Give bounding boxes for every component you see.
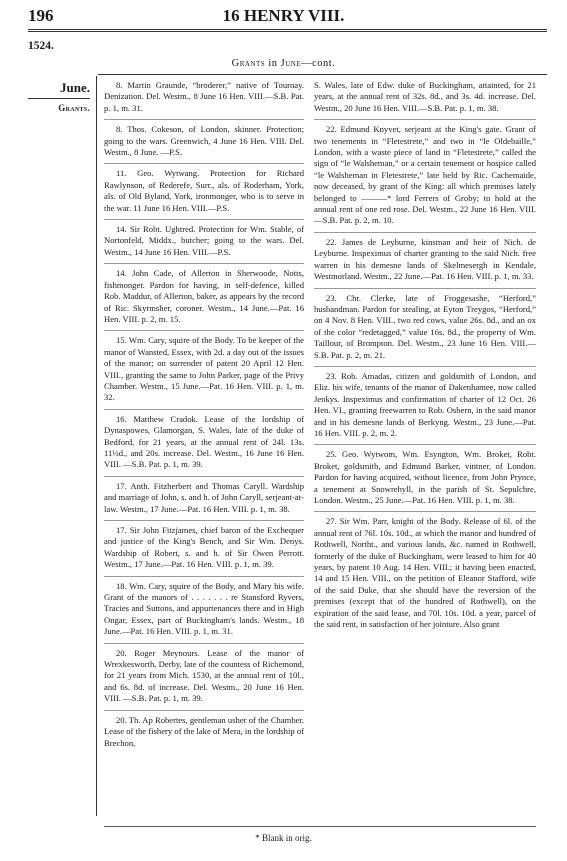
entry: 23. Chr. Clerke, late of Froggesashe, “Herford,” husbandman. Pardon for stealing, at Eyton Treygos, “Herford,” on 4 Nov. 8 Hen. VIII., two red cows, value 26s. 8d., and an ox of the color “redetagged,” value 16s. 8d., the property of Wm. Taillour, of Brompton. Del. Westm., 23 June 16 Hen. VIII.—S.B. Pat. p. 2, m. 21. bbox=[314, 288, 536, 361]
entry: 20. Th. Ap Robertes, gentleman usher of the Chamber. Lease of the fishery of the lake of Mera, in the lordship of Brechon, bbox=[104, 710, 304, 749]
entry: 16. Matthew Cradok. Lease of the lordship of Dynaspowes, Glamorgan, S. Wales, late of the duke of Bedford, for 21 years, at the annual rent of 24l. 13s. 11½d., and 20s. increase. Del. Westm., 16 June 16 Hen. VIII. —S.B. Pat. p. 1, m. 39. bbox=[104, 409, 304, 471]
year-label: 1524. bbox=[28, 40, 54, 52]
entry: 8. Thos. Cokeson, of London, skinner. Protection; going to the wars. Greenwich, 4 June 16 Hen. VIII. Del. Westm., 8 June. —P.S. bbox=[104, 119, 304, 158]
entry: 18. Wm. Cary, squire of the Body, and Mary his wife. Grant of the manors of . . . . . . . re Stansford Ryvers, Tracies and Suttons, and appurtenances there and in High Ongar, Essex, part of Buckingham's lands. Westm., 18 June.—Pat. 16 Hen. VIII. p. 1, m. 31. bbox=[104, 576, 304, 638]
entry: 27. Sir Wm. Parr, knight of the Body. Release of 6l. of the annual rent of 76l. 10s. 10d., at which the manor and hundred of Rothwell, Northt., and various lands, &c. named in Rothwell, formerly of the duke of Buckingham, were leased to him for 40 years, by patent 10 Aug. 14 Hen. VIII.; it having been enacted, 14 and 15 Hen. VIII., on the petition of Eleanor Stafford, wife of the said Duke, that she should have the reversion of the premises (except that of the hundred of Rothwell), on the expiration of the said lease, and 70l. 10s. 10d. a year, parcel of the said rent, in satisfaction of her jointure. Also grant bbox=[314, 511, 536, 630]
margin-divider bbox=[96, 76, 97, 816]
entry: 22. James de Leyburne, kinsman and heir of Nich. de Leyburne. Inspeximus of charter granting to the said Nich. free warren in his demesne lands of Skelmesergh in Kendale, Westmorland. Westm., 22 June.—Pat. 16 Hen. VIII. p. 1, m. 33. bbox=[314, 232, 536, 283]
entry: 23. Rob. Amadas, citizen and goldsmith of London, and Eliz. his wife, tenants of the manor of Dakenhamee, now called Jenkys. Inspeximus and confirmation of charter of 12 Oct. 26 Hen. VI., granting freewarren to Rob. Osbern, in the said manor and in his demesne lands of Berkyng. Westm., 23 June.—Pat. 16 Hen. VIII. p. 2, m. 2. bbox=[314, 366, 536, 439]
entry: 14. Sir Robt. Ughtred. Protection for Wm. Stable, of Nortonfeld, Middx., butcher; going to the wars. Del. Westm., 14 June 16 Hen. VIII.—P.S. bbox=[104, 219, 304, 258]
sidebar-month: June. bbox=[28, 80, 90, 99]
section-title bbox=[0, 58, 567, 69]
left-column bbox=[104, 80, 304, 754]
right-column bbox=[314, 80, 536, 635]
running-title: 16 HENRY VIII. bbox=[222, 6, 345, 25]
section-title-lead: Grants bbox=[231, 58, 266, 69]
section-rule bbox=[98, 74, 547, 75]
section-title-month: June bbox=[280, 58, 302, 69]
entry: 14. John Cade, of Allerton in Sherwoode, Notts, fishmonger. Pardon for having, in self-defence, killed Rob. Maddur, of Allerton, baker, as appears by the record of Ric. Skyrmsher, coroner. Westm., 14 June.—Pat. 16 Hen. VIII. p. 2, m. 15. bbox=[104, 263, 304, 325]
entry: 17. Anth. Fitzherbert and Thomas Caryll. Wardship and marriage of John, s. and h. of John Caryll, serjeant-at-law. Westm., 17 June.—Pat. 16 Hen. VIII. p. 1, m. 38. bbox=[104, 476, 304, 515]
section-title-tail: —cont. bbox=[301, 58, 336, 69]
footnote-rule bbox=[104, 826, 536, 827]
entry: 17. Sir John Fitzjames, chief baron of the Exchequer and justice of the King's Bench, and Sir Wm. Denys. Wardship of Robert, s. and h. of Sir Owen Perrott. Westm., 17 June.—Pat. 16 Hen. VIII. p. 1, m. 39. bbox=[104, 520, 304, 571]
margin-sidebar bbox=[28, 80, 90, 113]
entry: 15. Wm. Cary, squire of the Body. To be keeper of the manor of Wansted, Essex, with 2d. a day out of the issues of the manor; on surrender of patent 20 April 12 Hen. VIII., granting the same to John Parker, page of the Privy Chamber. Westm., 15 June.—Pat. 16 Hen. VIII. p. 1, m. 32. bbox=[104, 330, 304, 403]
footnote: * Blank in orig. bbox=[255, 833, 312, 843]
header-rule-double bbox=[28, 31, 547, 32]
page-number: 196 bbox=[28, 6, 54, 25]
sidebar-label: Grants. bbox=[58, 103, 90, 113]
entry: 11. Geo. Wytwang. Protection for Richard Rawlynson, of Rederefe, Surr., als. of Roderham, York, als. of Old Byland, York, ironmonger, who is to serve in the war. 11 June 16 Hen. VIII.—P.S. bbox=[104, 163, 304, 214]
entry: 20. Roger Meynours. Lease of the manor of Wrexkesworth, Derby, late of the countess of Richemond, for 21 years from Mich. 1530, at the annual rent of 10l., and 6s. 8d. of increase. Del. Westm., 20 June 16 Hen. VIII. —S.B. Pat. p. 1, m. 39. bbox=[104, 643, 304, 705]
header-rule bbox=[28, 29, 547, 30]
entry-continued: S. Wales, late of Edw. duke of Buckingham, attainted, for 21 years, at the annual rent of 32s. 8d., and 3s. 4d. increase. Del. Westm., 20 June 16 Hen. VIII.—S.B. Pat. p. 1, m. 38. bbox=[314, 80, 536, 113]
entry: 22. Edmund Knyvet, serjeant at the King's gate. Grant of two tenements in “Fletestrete,” and two in “le Oldebaille,” London, with a waste piece of land in “Fletestrete,” called the sign of “le Walsheman,” or a certain tenement or hospice called “le Walsheman in Fletestrete,” late held by Ric. Cachemaide, now deceased, by grant of the King: all which premises lately belonged to ———* lord Ferrers of Groby; to hold at the annual rent of one red rose. Del. Westm., 22 June 16 Hen. VIII.—S.B. Pat. p. 2, m. 10. bbox=[314, 119, 536, 227]
entry: 8. Martin Graunde, “broderer,” native of Tournay. Denization. Del. Westm., 8 June 16 Hen. VIII.—S.B. Pat. p. 1, m. 31. bbox=[104, 80, 304, 113]
entry: 25. Geo. Wytwom, Wm. Esyngton, Wm. Broket, Robt. Broket, goldsmith, and Edmund Barker, vintner, of London. Pardon for having acquired, without licence, from John Prynce, a tenement at Snowrehyll, in the parish of St. Sepulchre, London. Westm., 25 June.—Pat. 16 Hen. VIII. p. 1, m. 38. bbox=[314, 444, 536, 506]
section-title-mid: in bbox=[265, 58, 281, 69]
